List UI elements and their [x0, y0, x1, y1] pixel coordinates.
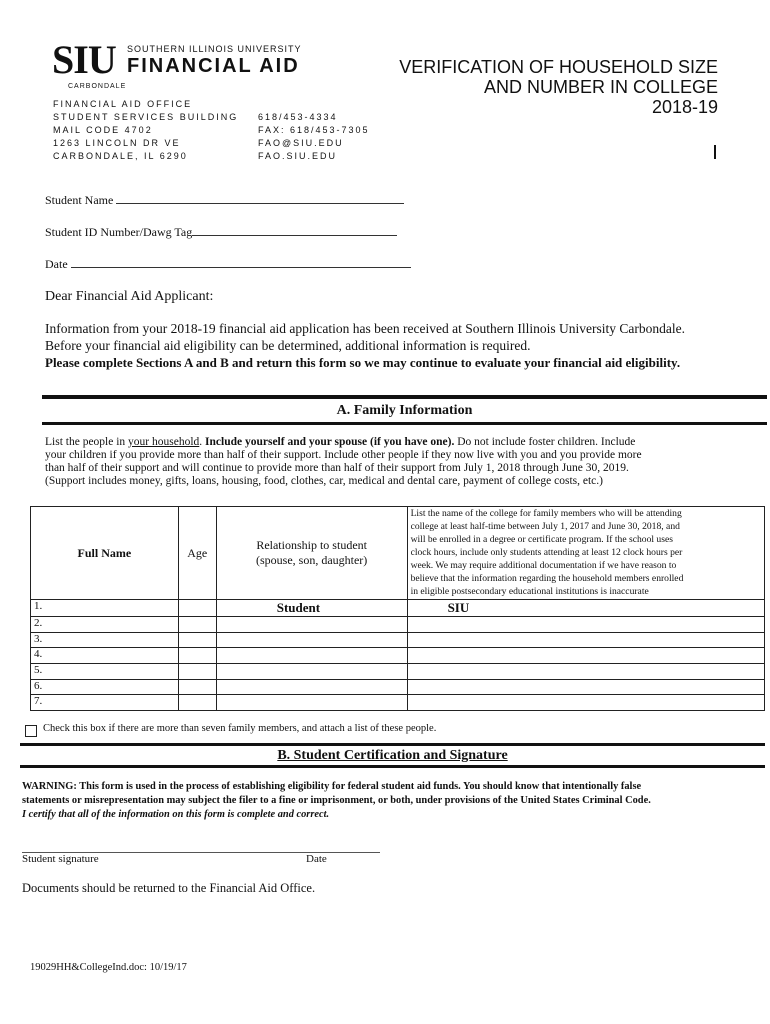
row-relationship-cell[interactable]: Student — [216, 600, 407, 617]
col-college-line: in eligible postsecondary educational institutions is inaccurate — [410, 586, 649, 597]
section-b-title: B. Student Certification and Signature — [277, 748, 508, 763]
warning-line: WARNING: This form is used in the process of establishing eligibility for federal student aid funds. You should know that intentionally false — [22, 781, 642, 792]
warning-text — [22, 780, 767, 822]
row-relationship-cell[interactable] — [216, 617, 407, 633]
office-line: CARBONDALE, IL 6290 — [53, 151, 188, 161]
row-age-cell[interactable] — [178, 632, 216, 648]
row-number[interactable]: 1. — [31, 600, 179, 617]
row-age-cell[interactable] — [178, 600, 216, 617]
student-name-label: Student Name — [45, 193, 114, 207]
office-line: STUDENT SERVICES BUILDING — [53, 112, 239, 122]
table-row — [31, 632, 765, 648]
intro-household: your household — [128, 436, 200, 448]
more-members-checkbox[interactable] — [25, 725, 37, 737]
logo-city: CARBONDALE — [68, 83, 127, 90]
return-note: Documents should be returned to the Financial Aid Office. — [22, 881, 316, 895]
row-college-cell[interactable]: SIU — [407, 600, 764, 617]
section-a-top-rule — [42, 395, 767, 399]
row-age-cell[interactable] — [178, 679, 216, 695]
signature-label: Student signature — [22, 853, 99, 865]
warning-line: statements or misrepresentation may subject the filer to a fine or imprisonment, or both, under provisions of the United States Criminal Code. — [22, 795, 651, 806]
row-number[interactable]: 7. — [31, 695, 179, 711]
row-number[interactable]: 5. — [31, 664, 179, 680]
row-age-cell[interactable] — [178, 648, 216, 664]
table-row — [31, 600, 765, 617]
col-college-line: college at least half-time between July 1, 2017 and June 30, 2018, and — [410, 521, 680, 532]
signature-date-label: Date — [306, 853, 327, 865]
intro-emphasis: Include yourself and your spouse (if you have one). — [205, 436, 455, 448]
table-row — [31, 648, 765, 664]
greeting: Dear Financial Aid Applicant: — [45, 289, 214, 304]
checkbox-label: Check this box if there are more than seven family members, and attach a list of these people. — [43, 723, 437, 734]
footer-doc-id: 19029HH&CollegeInd.doc: 10/19/17 — [30, 962, 187, 973]
office-email: FAO@SIU.EDU — [258, 138, 344, 148]
col-relationship-line: (spouse, son, daughter) — [255, 553, 368, 567]
title-line-3: 2018-19 — [651, 97, 718, 117]
row-number[interactable]: 6. — [31, 679, 179, 695]
date-field[interactable] — [45, 256, 411, 272]
certification-statement: I certify that all of the information on this form is complete and correct. — [22, 809, 330, 820]
row-college-cell[interactable] — [407, 648, 764, 664]
logo-university-name: SOUTHERN ILLINOIS UNIVERSITY — [127, 44, 302, 54]
office-line: 1263 LINCOLN DR VE — [53, 138, 181, 148]
col-relationship — [216, 507, 407, 600]
intro-text: . — [199, 436, 206, 448]
col-college-line: clock hours, include only students attending at least 12 clock hours per — [410, 547, 683, 558]
row-number[interactable]: 4. — [31, 648, 179, 664]
student-name-field[interactable] — [45, 192, 404, 208]
table-row — [31, 664, 765, 680]
row-age-cell[interactable] — [178, 695, 216, 711]
row-college-cell[interactable] — [407, 679, 764, 695]
section-b-bottom-rule — [20, 765, 765, 768]
col-college — [407, 507, 764, 600]
family-table — [30, 506, 765, 711]
letter-instruction: Please complete Sections A and B and return this form so we may continue to evaluate your financial aid eligibility. — [45, 355, 681, 370]
student-id-line[interactable] — [192, 224, 397, 236]
table-row — [31, 617, 765, 633]
table-row — [31, 695, 765, 711]
intro-line-2: your children if you provide more than half of their support. Include other people if they now live with you and you provide more — [45, 449, 642, 461]
office-website: FAO.SIU.EDU — [258, 151, 338, 161]
student-id-field[interactable] — [45, 224, 397, 240]
col-college-line: will be enrolled in a degree or certificate program. If the school uses — [410, 534, 673, 545]
siu-logo-mark: SIU — [52, 37, 116, 82]
office-contacts — [258, 111, 370, 163]
letter-paragraph-1: Information from your 2018-19 financial aid application has been received at Southern Illinois University Carbondale. — [45, 321, 685, 336]
section-a-bottom-rule — [42, 422, 767, 425]
col-college-line: believe that the information regarding the household members enrolled — [410, 573, 684, 584]
col-relationship-line: Relationship to student — [256, 538, 367, 552]
row-age-cell[interactable] — [178, 664, 216, 680]
office-fax: FAX: 618/453-7305 — [258, 125, 370, 135]
letter-paragraph-2: Before your financial aid eligibility can be determined, additional information is required. — [45, 338, 531, 353]
logo-unit-name: FINANCIAL AID — [127, 55, 300, 77]
title-line-2: AND NUMBER IN COLLEGE — [483, 77, 718, 97]
row-relationship-cell[interactable] — [216, 664, 407, 680]
section-b-top-rule — [20, 743, 765, 746]
section-a-title: A. Family Information — [336, 403, 473, 418]
section-a-instructions — [45, 436, 760, 488]
form-title — [399, 57, 718, 117]
col-full-name: Full Name — [31, 507, 179, 600]
row-number[interactable]: 2. — [31, 617, 179, 633]
date-label: Date — [45, 257, 68, 271]
row-college-cell[interactable] — [407, 617, 764, 633]
student-name-line[interactable] — [116, 192, 404, 204]
row-number[interactable]: 3. — [31, 632, 179, 648]
row-relationship-cell[interactable] — [216, 648, 407, 664]
cursor-mark — [714, 145, 716, 159]
row-relationship-cell[interactable] — [216, 695, 407, 711]
col-college-line: List the name of the college for family members who will be attending — [410, 508, 682, 519]
col-college-line: week. We may require additional documentation if we have reason to — [410, 560, 677, 571]
office-address — [53, 98, 238, 163]
table-row — [31, 679, 765, 695]
office-phone: 618/453-4334 — [258, 112, 338, 122]
intro-line-4: (Support includes money, gifts, loans, housing, food, clothes, car, medical and dental care, payment of college costs, etc.) — [45, 475, 603, 487]
row-relationship-cell[interactable] — [216, 632, 407, 648]
row-relationship-cell[interactable] — [216, 679, 407, 695]
row-college-cell[interactable] — [407, 664, 764, 680]
intro-line-3: than half of their support and will continue to provide more than half of their support from July 1, 2018 through June 30, 2019. — [45, 462, 629, 474]
row-college-cell[interactable] — [407, 632, 764, 648]
intro-text: List the people in — [45, 436, 129, 448]
row-college-cell[interactable] — [407, 695, 764, 711]
row-age-cell[interactable] — [178, 617, 216, 633]
date-line[interactable] — [71, 256, 411, 268]
student-id-label: Student ID Number/Dawg Tag — [45, 225, 193, 239]
title-line-1: VERIFICATION OF HOUSEHOLD SIZE — [399, 57, 718, 77]
intro-text: Do not include foster children. Include — [454, 436, 636, 448]
col-age: Age — [178, 507, 216, 600]
table-header-row — [31, 507, 765, 600]
office-line: MAIL CODE 4702 — [53, 125, 153, 135]
office-line: FINANCIAL AID OFFICE — [53, 99, 193, 109]
